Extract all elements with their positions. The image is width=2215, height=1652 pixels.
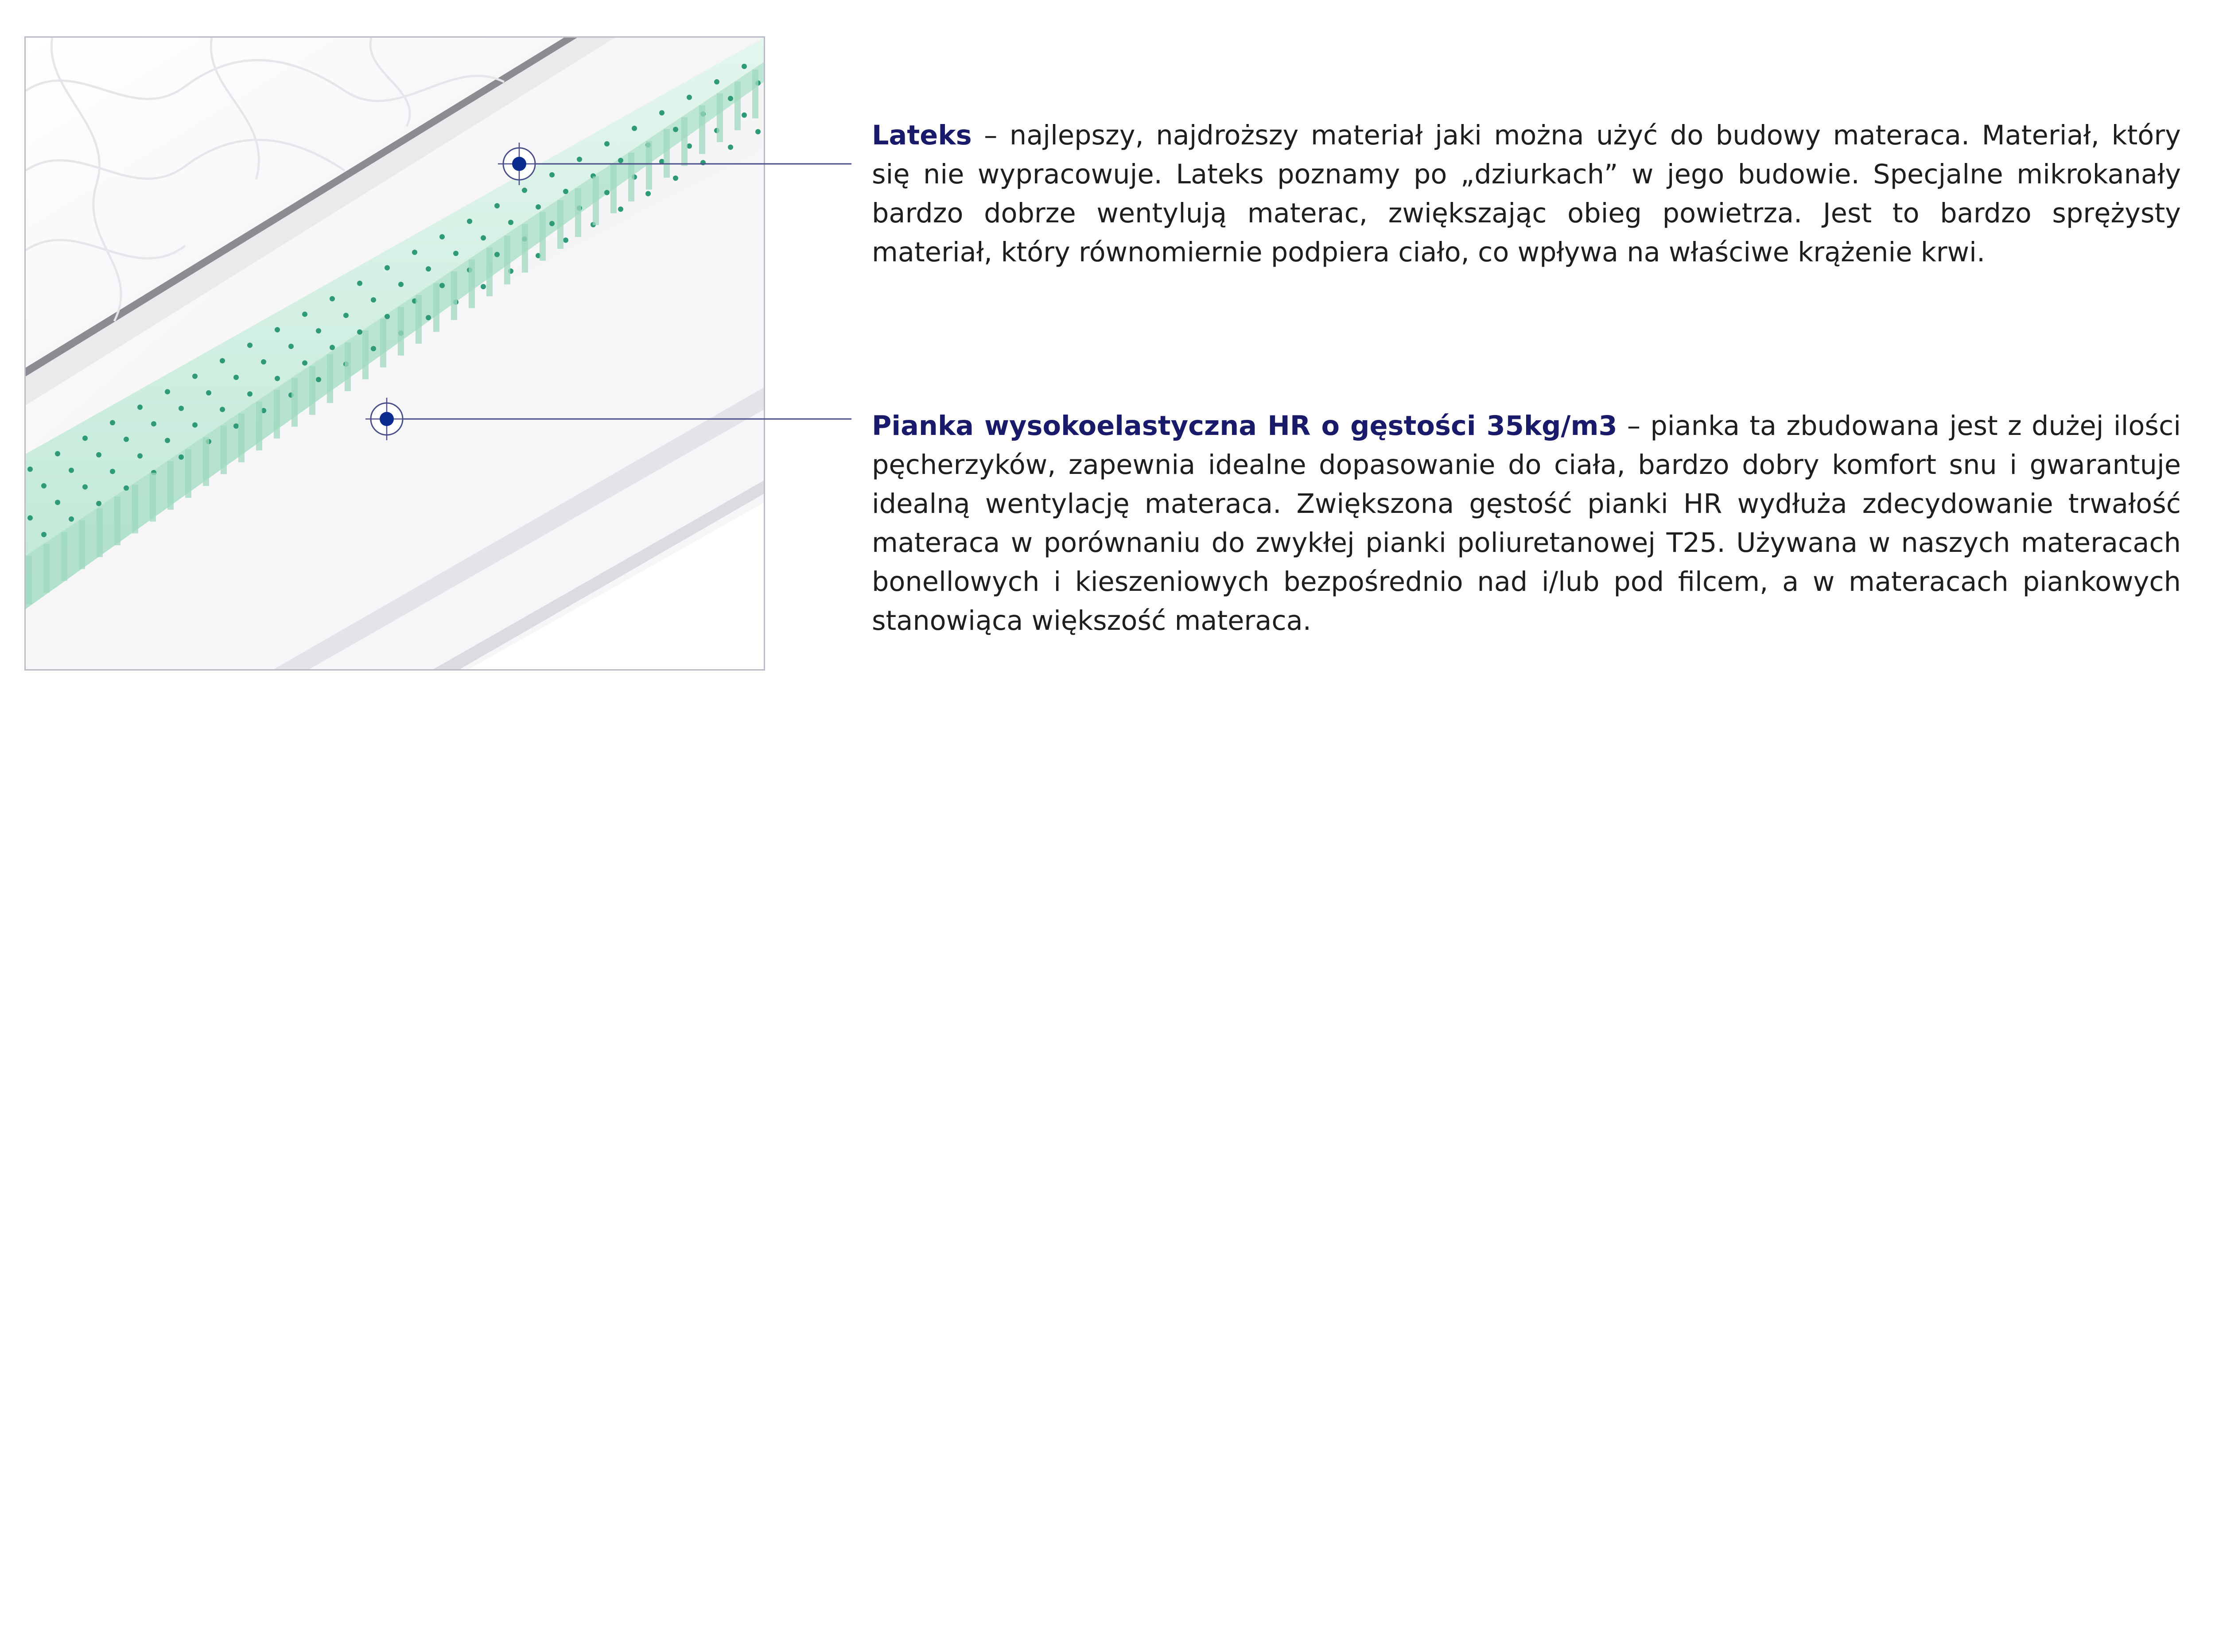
latex-rib <box>327 354 333 403</box>
latex-rib <box>469 260 475 308</box>
latex-hole <box>96 501 101 506</box>
latex-hole <box>302 361 307 366</box>
latex-hole <box>137 404 143 410</box>
latex-rib <box>43 544 50 593</box>
latex-hole <box>192 373 198 379</box>
latex-rib <box>114 496 120 545</box>
latex-rib <box>203 437 209 486</box>
latex-rib <box>681 117 688 166</box>
latex-rib <box>380 319 386 368</box>
latex-hole <box>261 359 266 365</box>
latex-hole <box>316 328 321 334</box>
latex-hole <box>755 129 761 134</box>
latex-hole <box>124 485 129 491</box>
latex-hole <box>110 469 115 474</box>
latex-rib <box>185 449 191 498</box>
latex-rib <box>26 556 32 605</box>
latex-hole <box>467 219 472 224</box>
latex-rib <box>416 295 422 344</box>
latex-hole <box>453 251 459 256</box>
latex-hole <box>494 203 500 209</box>
latex-title: Lateks <box>872 120 972 151</box>
mattress-layers-graphic <box>26 38 764 669</box>
latex-rib <box>97 508 103 557</box>
latex-hole <box>233 423 239 429</box>
latex-hole <box>673 127 678 132</box>
latex-hole <box>371 346 376 351</box>
latex-rib <box>433 283 439 332</box>
latex-rib <box>734 81 741 130</box>
latex-hole <box>330 296 335 302</box>
latex-rib <box>79 520 85 569</box>
latex-hole <box>426 266 431 271</box>
latex-hole <box>563 189 568 194</box>
latex-hole <box>536 204 541 209</box>
latex-hole <box>41 483 47 489</box>
latex-rib <box>61 532 67 581</box>
latex-rib <box>274 390 280 438</box>
latex-hole <box>659 110 664 116</box>
latex-hole <box>247 392 253 397</box>
latex-rib <box>132 485 138 533</box>
latex-hole <box>618 206 623 212</box>
latex-hole <box>728 96 733 101</box>
latex-hole <box>82 484 88 489</box>
latex-hole <box>439 283 445 288</box>
latex-hole <box>69 468 74 473</box>
latex-hole <box>220 407 225 412</box>
latex-rib <box>451 271 457 320</box>
latex-hole <box>577 157 582 162</box>
latex-hole <box>124 437 129 442</box>
latex-rib <box>256 402 262 450</box>
latex-rib <box>167 461 174 510</box>
latex-hole <box>343 313 349 318</box>
latex-description <box>872 116 2181 272</box>
latex-rib <box>575 188 581 237</box>
latex-hole <box>604 141 610 147</box>
latex-rib <box>646 141 652 190</box>
hr-foam-separator: – <box>1617 411 1651 442</box>
latex-hole <box>288 344 294 349</box>
latex-hole <box>728 144 733 150</box>
latex-rib <box>717 93 723 142</box>
latex-separator: – <box>971 120 1010 151</box>
latex-hole <box>700 160 706 165</box>
latex-hole <box>55 500 60 505</box>
latex-hole <box>742 64 747 69</box>
latex-hole <box>247 343 253 348</box>
latex-hole <box>179 454 184 460</box>
latex-rib <box>291 378 298 427</box>
latex-hole <box>206 390 211 396</box>
latex-hole <box>426 315 431 320</box>
latex-hole <box>233 375 239 380</box>
latex-hole <box>742 112 747 118</box>
latex-rib <box>628 153 634 202</box>
latex-hole <box>371 297 376 302</box>
latex-hole <box>604 190 610 195</box>
latex-rib <box>610 165 617 213</box>
latex-hole <box>302 312 307 317</box>
latex-rib <box>362 330 369 379</box>
latex-hole <box>192 422 198 427</box>
latex-hole <box>220 358 225 363</box>
latex-hole <box>275 327 280 333</box>
latex-hole <box>110 420 115 425</box>
latex-hole <box>508 220 513 225</box>
latex-text: najlepszy, najdroższy materiał jaki można użyć do budowy materaca. Materiał, który się nie wypracowuje. Lateks poznamy po „dziurkach” w jego budowie. Specjalne mikrokanały bardzo dobrze wentylują materac, zwiększając obieg powietrza. Jest to bardzo sprężysty materiał, który równomiernie podpiera ciało, co wpływa na właściwe krążenie krwi. <box>872 120 2181 268</box>
latex-hole <box>412 250 417 255</box>
latex-hole <box>563 237 568 243</box>
latex-rib <box>221 426 227 474</box>
latex-rib <box>593 176 599 225</box>
hr-foam-description <box>872 407 2181 640</box>
latex-rib <box>557 200 563 249</box>
latex-hole <box>69 516 74 522</box>
latex-rib <box>398 307 404 356</box>
latex-hole <box>357 281 362 286</box>
latex-hole <box>481 284 486 289</box>
latex-hole <box>385 265 390 271</box>
latex-rib <box>345 342 351 391</box>
latex-hole <box>27 466 33 472</box>
latex-hole <box>41 532 47 537</box>
latex-hole <box>27 515 33 520</box>
latex-hole <box>137 453 143 458</box>
latex-hole <box>82 435 88 441</box>
latex-rib <box>238 414 245 462</box>
latex-rib <box>699 105 705 154</box>
latex-rib <box>150 473 156 522</box>
latex-hole <box>96 452 101 458</box>
latex-hole <box>151 421 156 427</box>
latex-hole <box>494 252 500 257</box>
latex-hole <box>618 158 623 163</box>
latex-rib <box>752 70 758 118</box>
latex-hole <box>357 330 362 335</box>
latex-hole <box>316 377 321 382</box>
latex-rib <box>664 129 670 178</box>
latex-hole <box>439 234 445 240</box>
latex-rib <box>504 236 510 284</box>
latex-rib <box>486 248 493 296</box>
latex-hole <box>179 406 184 411</box>
latex-hole <box>549 172 555 178</box>
latex-hole <box>549 221 555 226</box>
latex-hole <box>632 126 637 131</box>
latex-hole <box>673 175 678 181</box>
latex-rib <box>540 212 546 261</box>
latex-hole <box>330 345 335 350</box>
latex-hole <box>165 438 170 443</box>
latex-hole <box>165 389 170 394</box>
latex-hole <box>645 191 651 196</box>
latex-hole <box>714 79 719 85</box>
hr-foam-text: pianka ta zbudowana jest z dużej ilości pęcherzyków, zapewnia idealne dopasowanie do ciała, bardzo dobry komfort snu i gwarantuje idealną wentylację materaca. Zwiększona gęstość pianki HR wydłuża zdecydowanie trwałość materaca w porównaniu do zwykłej pianki poliuretanowej T25. Używana w naszych materacach bonellowych i kieszeniowych bezpośrednio nad i/lub pod filcem, a w materacach piankowych stanowiąca większość materaca. <box>872 411 2181 636</box>
latex-rib <box>309 366 315 415</box>
hr-foam-title: Pianka wysokoelastyczna HR o gęstości 35kg/m3 <box>872 411 1617 442</box>
latex-rib <box>522 224 528 272</box>
latex-hole <box>398 282 404 287</box>
latex-hole <box>55 451 60 456</box>
mattress-cross-section-illustration <box>24 36 765 671</box>
latex-hole <box>687 95 692 100</box>
latex-hole <box>275 376 280 381</box>
latex-hole <box>385 314 390 319</box>
latex-hole <box>481 235 486 240</box>
latex-hole <box>522 188 527 193</box>
